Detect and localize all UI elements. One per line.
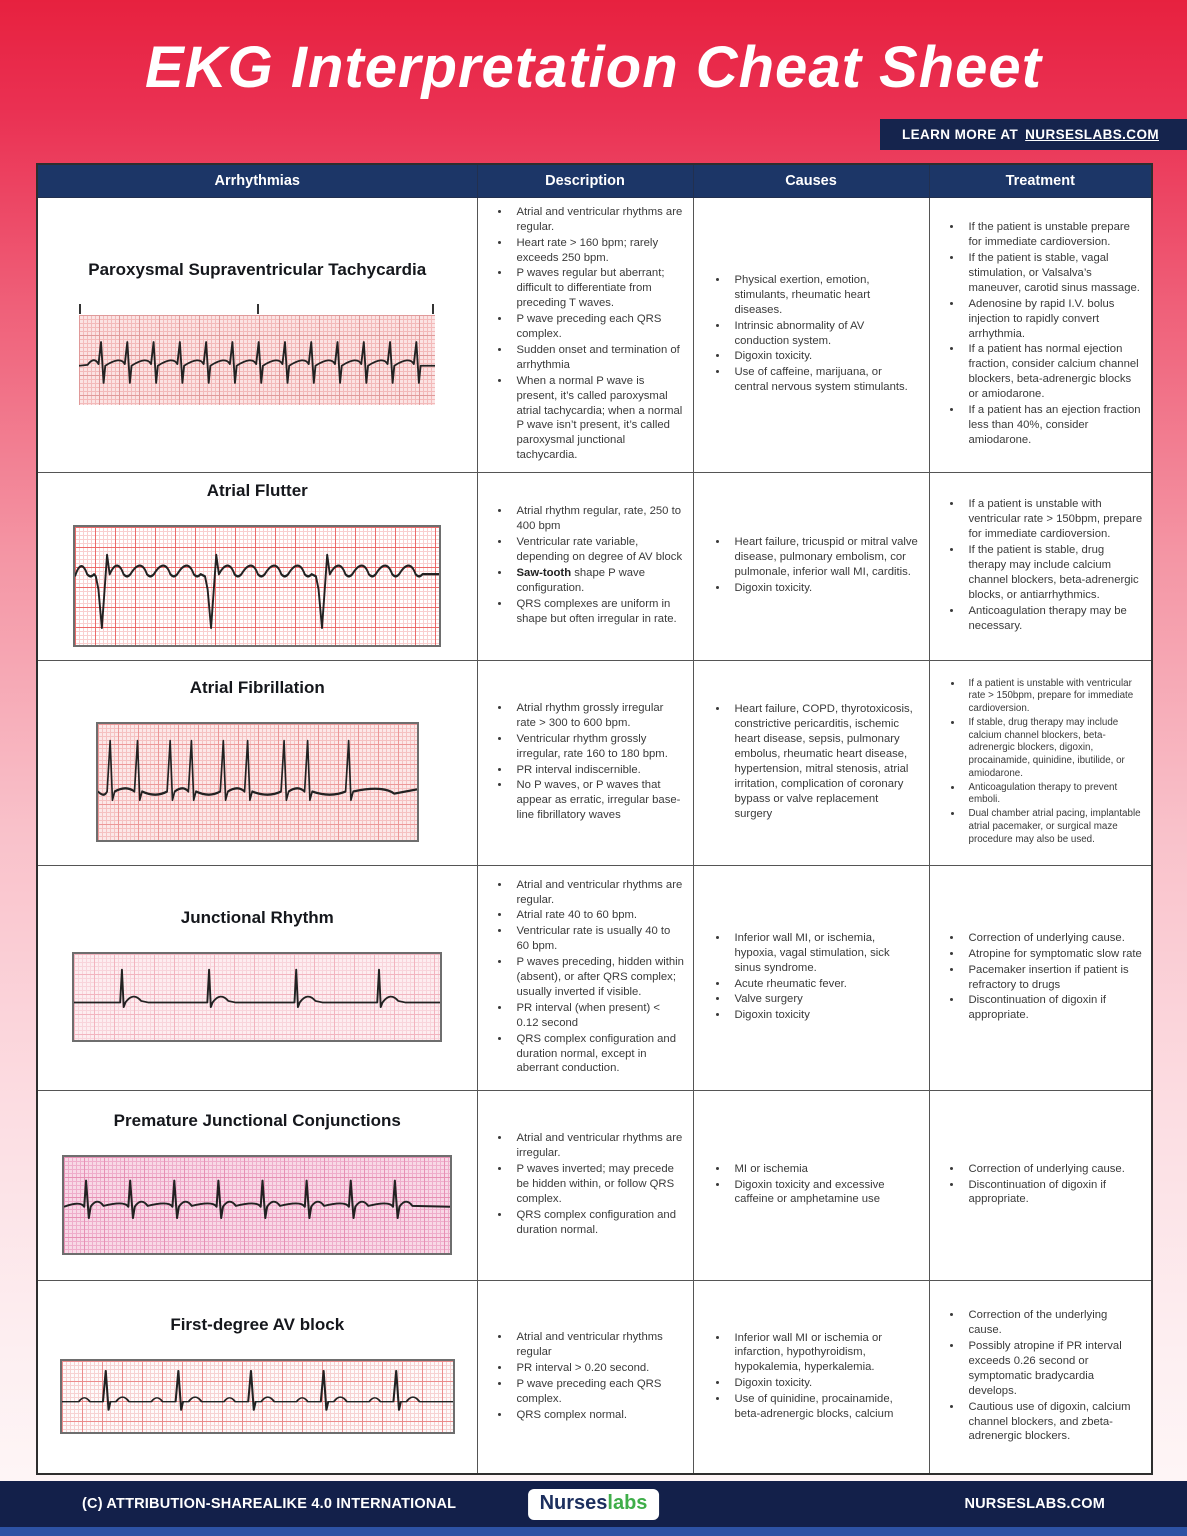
treatment-cell xyxy=(929,1280,1152,1474)
causes-cell xyxy=(693,1280,929,1474)
arrhythmia-cell xyxy=(37,1090,477,1280)
nurseslabs-link[interactable]: NURSESLABS.COM xyxy=(1025,127,1159,142)
bullet-item: • Acute rheumatic fever. xyxy=(729,977,919,992)
arrhythmia-cell xyxy=(37,865,477,1090)
bullet-item: • Ventricular rate variable, depending on degree of AV block xyxy=(511,535,685,565)
description-cell xyxy=(477,472,693,660)
arrhythmia-name: Atrial Fibrillation xyxy=(189,678,325,697)
bullet-item: • PR interval (when present) < 0.12 second xyxy=(511,1001,685,1031)
bullet-item: • QRS complex normal. xyxy=(511,1408,685,1423)
arrhythmia-cell xyxy=(37,660,477,865)
bullet-item: • P waves preceding, hidden within (absent), or after QRS complex; usually inverted if visible. xyxy=(511,955,685,1000)
bullet-item: • Atrial and ventricular rhythms are regular. xyxy=(511,878,685,908)
ekg-strip-psvt xyxy=(79,304,435,405)
bullet-item: • P waves regular but aberrant; difficult to differentiate from preceding T waves. xyxy=(511,266,685,311)
bottom-accent-bar xyxy=(0,1527,1187,1536)
bullet-item: • MI or ischemia xyxy=(729,1162,919,1177)
bullet-item: • Digoxin toxicity xyxy=(729,1008,919,1023)
bullet-item: • Possibly atropine if PR interval exceeds 0.26 second or symptomatic bradycardia develops. xyxy=(963,1339,1144,1399)
treatment-cell xyxy=(929,197,1152,472)
bullet-item: • Use of caffeine, marijuana, or central nervous system stimulants. xyxy=(729,365,919,395)
column-header-causes: Causes xyxy=(693,164,929,197)
description-list xyxy=(484,504,685,626)
bullet-item: • Saw-tooth shape P wave configuration. xyxy=(511,566,685,596)
table-row xyxy=(37,865,1152,1090)
treatment-list xyxy=(936,220,1144,448)
bullet-item: • If a patient is unstable with ventricular rate > 150bpm, prepare for immediate cardioversion. xyxy=(963,678,1144,716)
bullet-item: • Dual chamber atrial pacing, implantable atrial pacemaker, or surgical maze procedure may also be used. xyxy=(963,808,1144,846)
learn-more-banner xyxy=(880,119,1187,150)
treatment-list xyxy=(936,1162,1144,1208)
bullet-item: • Cautious use of digoxin, calcium channel blockers, and zbeta-adrenergic blockers. xyxy=(963,1400,1144,1445)
bullet-item: • Anticoagulation therapy to prevent emboli. xyxy=(963,782,1144,807)
bullet-item: • If the patient is unstable prepare for immediate cardioversion. xyxy=(963,220,1144,250)
description-list xyxy=(484,1131,685,1237)
treatment-cell xyxy=(929,1090,1152,1280)
bullet-item: • Atropine for symptomatic slow rate xyxy=(963,947,1144,962)
treatment-cell xyxy=(929,472,1152,660)
causes-list xyxy=(702,1331,919,1422)
footer-bar xyxy=(0,1481,1187,1527)
nurseslabs-logo xyxy=(528,1489,660,1520)
causes-list xyxy=(702,931,919,1023)
bullet-item: • Atrial and ventricular rhythms regular xyxy=(511,1330,685,1360)
description-cell xyxy=(477,865,693,1090)
column-header-arrhythmias: Arrhythmias xyxy=(37,164,477,197)
table-header-row xyxy=(37,164,1152,197)
bullet-item: • Discontinuation of digoxin if appropriate. xyxy=(963,993,1144,1023)
ekg-strip-firstdeg xyxy=(60,1359,455,1434)
arrhythmia-name: Premature Junctional Conjunctions xyxy=(113,1110,401,1130)
bullet-item: • If a patient has an ejection fraction less than 40%, consider amiodarone. xyxy=(963,403,1144,448)
description-list xyxy=(484,701,685,823)
bullet-item: • Pacemaker insertion if patient is refractory to drugs xyxy=(963,963,1144,993)
causes-list xyxy=(702,702,919,821)
bullet-item: • PR interval indiscernible. xyxy=(511,763,685,778)
bullet-item: • If the patient is stable, vagal stimulation, or Valsalva’s maneuver, carotid sinus massage. xyxy=(963,251,1144,296)
bullet-item: • Heart rate > 160 bpm; rarely exceeds 250 bpm. xyxy=(511,236,685,266)
description-list xyxy=(484,205,685,463)
table-row xyxy=(37,197,1152,472)
logo-text-nurses: Nurses xyxy=(539,1491,608,1514)
bullet-item: • P wave preceding each QRS complex. xyxy=(511,1377,685,1407)
footer-site-text: NURSESLABS.COM xyxy=(964,1496,1105,1512)
column-header-description: Description xyxy=(477,164,693,197)
bullet-item: • Valve surgery xyxy=(729,992,919,1007)
treatment-cell xyxy=(929,865,1152,1090)
bullet-item: • Digoxin toxicity and excessive caffeine or amphetamine use xyxy=(729,1178,919,1208)
bullet-item: • QRS complexes are uniform in shape but often irregular in rate. xyxy=(511,597,685,627)
bullet-item: • P wave preceding each QRS complex. xyxy=(511,312,685,342)
bullet-item: • Atrial rate 40 to 60 bpm. xyxy=(511,908,685,923)
bullet-item: • Heart failure, tricuspid or mitral valve disease, pulmonary embolism, cor pulmonale, inferior wall MI, carditis. xyxy=(729,535,919,580)
bullet-item: • Atrial and ventricular rhythms are regular. xyxy=(511,205,685,235)
table-row xyxy=(37,1280,1152,1474)
description-cell xyxy=(477,1280,693,1474)
description-list xyxy=(484,878,685,1077)
causes-cell xyxy=(693,660,929,865)
bullet-item: • PR interval > 0.20 second. xyxy=(511,1361,685,1376)
causes-cell xyxy=(693,197,929,472)
description-cell xyxy=(477,1090,693,1280)
treatment-list xyxy=(936,497,1144,633)
bullet-item: • Correction of the underlying cause. xyxy=(963,1308,1144,1338)
logo-text-labs: labs xyxy=(607,1491,648,1514)
bullet-item: • If stable, drug therapy may include calcium channel blockers, beta-adrenergic blockers, digoxin, procainamide, quinidine, ibutilide, or amiodarone. xyxy=(963,717,1144,781)
ekg-strip-pjc xyxy=(62,1155,452,1255)
table-row xyxy=(37,472,1152,660)
bullet-item: • Heart failure, COPD, thyrotoxicosis, constrictive pericarditis, ischemic heart disease, sepsis, pulmonary embolus, rheumatic heart disease, hypertension, mitral stenosis, atrial irritation, complication of coronary bypass or valve replacement surgery xyxy=(729,702,919,821)
bullet-item: • Correction of underlying cause. xyxy=(963,1162,1144,1177)
bullet-item: • Ventricular rhythm grossly irregular, rate 160 to 180 bpm. xyxy=(511,732,685,762)
bullet-item: • No P waves, or P waves that appear as erratic, irregular base-line fibrillatory waves xyxy=(511,778,685,823)
treatment-list xyxy=(936,1308,1144,1444)
bullet-item: • If the patient is stable, drug therapy may include calcium channel blockers, beta-adrenergic blocks, or antiarrhythmics. xyxy=(963,543,1144,603)
column-header-treatment: Treatment xyxy=(929,164,1152,197)
arrhythmia-name: Junctional Rhythm xyxy=(180,908,334,927)
page-title: EKG Interpretation Cheat Sheet xyxy=(145,35,1042,100)
arrhythmia-table xyxy=(36,163,1153,1475)
bullet-item: • If a patient has normal ejection fraction, consider calcium channel blockers, beta-adrenergic blocks or amiodarone. xyxy=(963,342,1144,402)
ekg-strip-junctional xyxy=(72,952,442,1042)
arrhythmia-name: First-degree AV block xyxy=(170,1314,345,1334)
bullet-item: • Atrial rhythm regular, rate, 250 to 400 bpm xyxy=(511,504,685,534)
treatment-cell xyxy=(929,660,1152,865)
causes-list xyxy=(702,273,919,395)
bullet-item: • QRS complex configuration and duration normal, except in aberrant conduction. xyxy=(511,1032,685,1077)
causes-cell xyxy=(693,1090,929,1280)
treatment-list xyxy=(936,678,1144,847)
arrhythmia-name: Paroxysmal Supraventricular Tachycardia xyxy=(88,259,427,279)
bullet-item: • QRS complex configuration and duration normal. xyxy=(511,1208,685,1238)
ekg-tick-marks xyxy=(79,304,435,315)
bullet-item: • Intrinsic abnormality of AV conduction system. xyxy=(729,319,919,349)
bullet-item: • Inferior wall MI, or ischemia, hypoxia, vagal stimulation, sick sinus syndrome. xyxy=(729,931,919,976)
description-list xyxy=(484,1330,685,1422)
bullet-item: • Digoxin toxicity. xyxy=(729,349,919,364)
table-row xyxy=(37,660,1152,865)
bullet-item: • Physical exertion, emotion, stimulants, rheumatic heart diseases. xyxy=(729,273,919,318)
arrhythmia-name: Atrial Flutter xyxy=(206,480,308,500)
bullet-item: • Digoxin toxicity. xyxy=(729,1376,919,1391)
causes-cell xyxy=(693,472,929,660)
bullet-item: • When a normal P wave is present, it’s called paroxysmal atrial tachycardia; when a normal P wave isn’t present, it’s called paroxysmal junctional tachycardia. xyxy=(511,374,685,463)
bullet-item: • Use of quinidine, procainamide, beta-adrenergic blocks, calcium xyxy=(729,1392,919,1422)
bullet-item: • Atrial rhythm grossly irregular rate > 300 to 600 bpm. xyxy=(511,701,685,731)
bullet-item: • P waves inverted; may precede be hidden within, or follow QRS complex. xyxy=(511,1162,685,1207)
bullet-item: • Digoxin toxicity. xyxy=(729,581,919,596)
bullet-item: • Correction of underlying cause. xyxy=(963,931,1144,946)
causes-list xyxy=(702,535,919,596)
description-cell xyxy=(477,660,693,865)
table-row xyxy=(37,1090,1152,1280)
hero-header xyxy=(0,0,1187,163)
causes-cell xyxy=(693,865,929,1090)
learn-more-prefix: LEARN MORE AT xyxy=(901,127,1019,142)
causes-list xyxy=(702,1162,919,1208)
ekg-strip-afib xyxy=(96,722,419,842)
bullet-item: • Atrial and ventricular rhythms are irregular. xyxy=(511,1131,685,1161)
bullet-item: • Adenosine by rapid I.V. bolus injection to rapidly convert arrhythmia. xyxy=(963,297,1144,342)
bullet-item: • Sudden onset and termination of arrhythmia xyxy=(511,343,685,373)
bullet-item: • If a patient is unstable with ventricular rate > 150bpm, prepare for immediate cardioversion. xyxy=(963,497,1144,542)
bullet-item: • Anticoagulation therapy may be necessary. xyxy=(963,604,1144,634)
arrhythmia-cell xyxy=(37,197,477,472)
arrhythmia-cell xyxy=(37,1280,477,1474)
bullet-item: • Inferior wall MI or ischemia or infarction, hypothyroidism, hypokalemia, hyperkalemia. xyxy=(729,1331,919,1376)
treatment-list xyxy=(936,931,1144,1023)
description-cell xyxy=(477,197,693,472)
bullet-item: • Ventricular rate is usually 40 to 60 bpm. xyxy=(511,924,685,954)
arrhythmia-cell xyxy=(37,472,477,660)
bullet-item: • Discontinuation of digoxin if appropriate. xyxy=(963,1178,1144,1208)
license-text: (C) ATTRIBUTION-SHAREALIKE 4.0 INTERNATIONAL xyxy=(82,1496,457,1512)
ekg-strip-flutter xyxy=(73,525,441,647)
